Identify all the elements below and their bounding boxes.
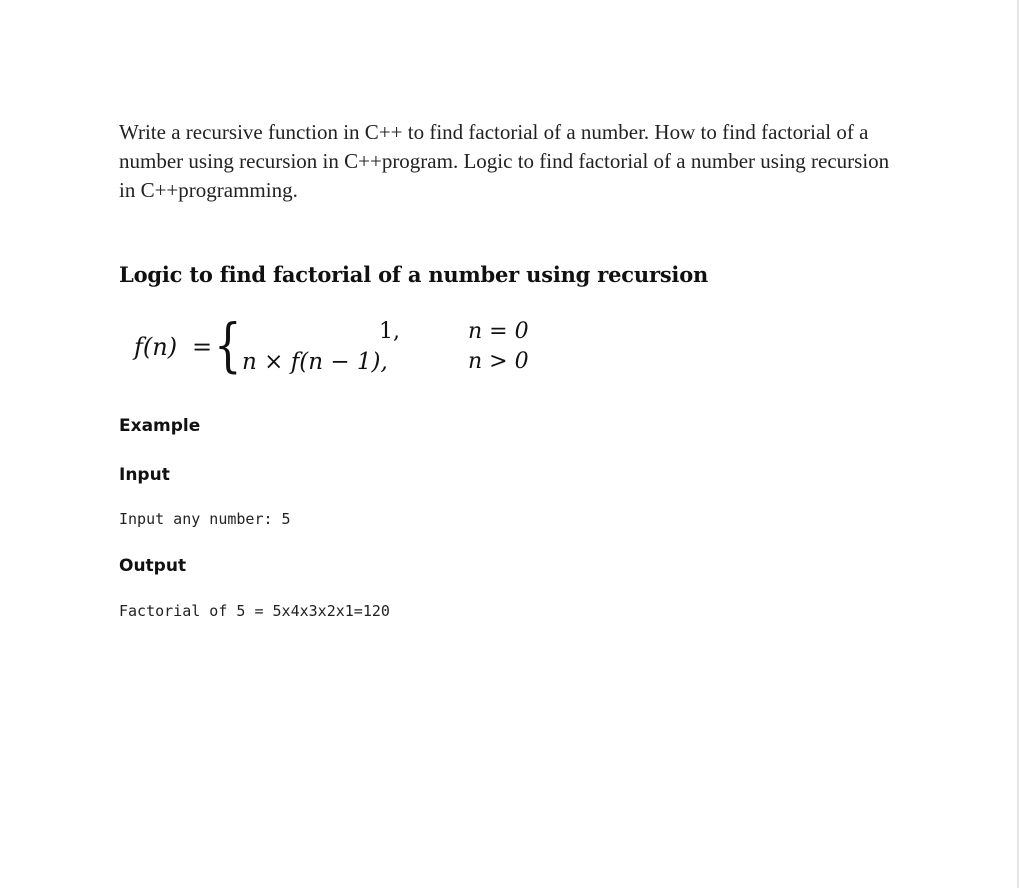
formula-case1-value: 1,	[379, 319, 400, 344]
input-label: Input	[119, 465, 170, 485]
article-content	[119, 118, 899, 621]
output-label: Output	[119, 556, 187, 576]
formula-case1-condition: n = 0	[468, 319, 529, 344]
intro-paragraph: Write a recursive function in C++ to find factorial of a number. How to find factorial of a number using recursion in C++program. Logic to find factorial of a number using recursion in C++programming.	[119, 120, 890, 202]
factorial-formula	[134, 311, 554, 385]
formula-brace: {	[214, 311, 242, 379]
output-code-text: Factorial of 5 = 5x4x3x2x1=120	[119, 602, 390, 620]
input-code-text: Input any number: 5	[119, 510, 291, 528]
formula-case2-condition: n > 0	[468, 349, 529, 374]
formula-lhs: f(n)	[134, 333, 178, 361]
example-label: Example	[119, 416, 201, 436]
formula-case2-value: n × f(n − 1),	[242, 349, 388, 375]
section-heading: Logic to find factorial of a number using recursion	[119, 262, 709, 287]
formula-equals: =	[192, 333, 213, 361]
